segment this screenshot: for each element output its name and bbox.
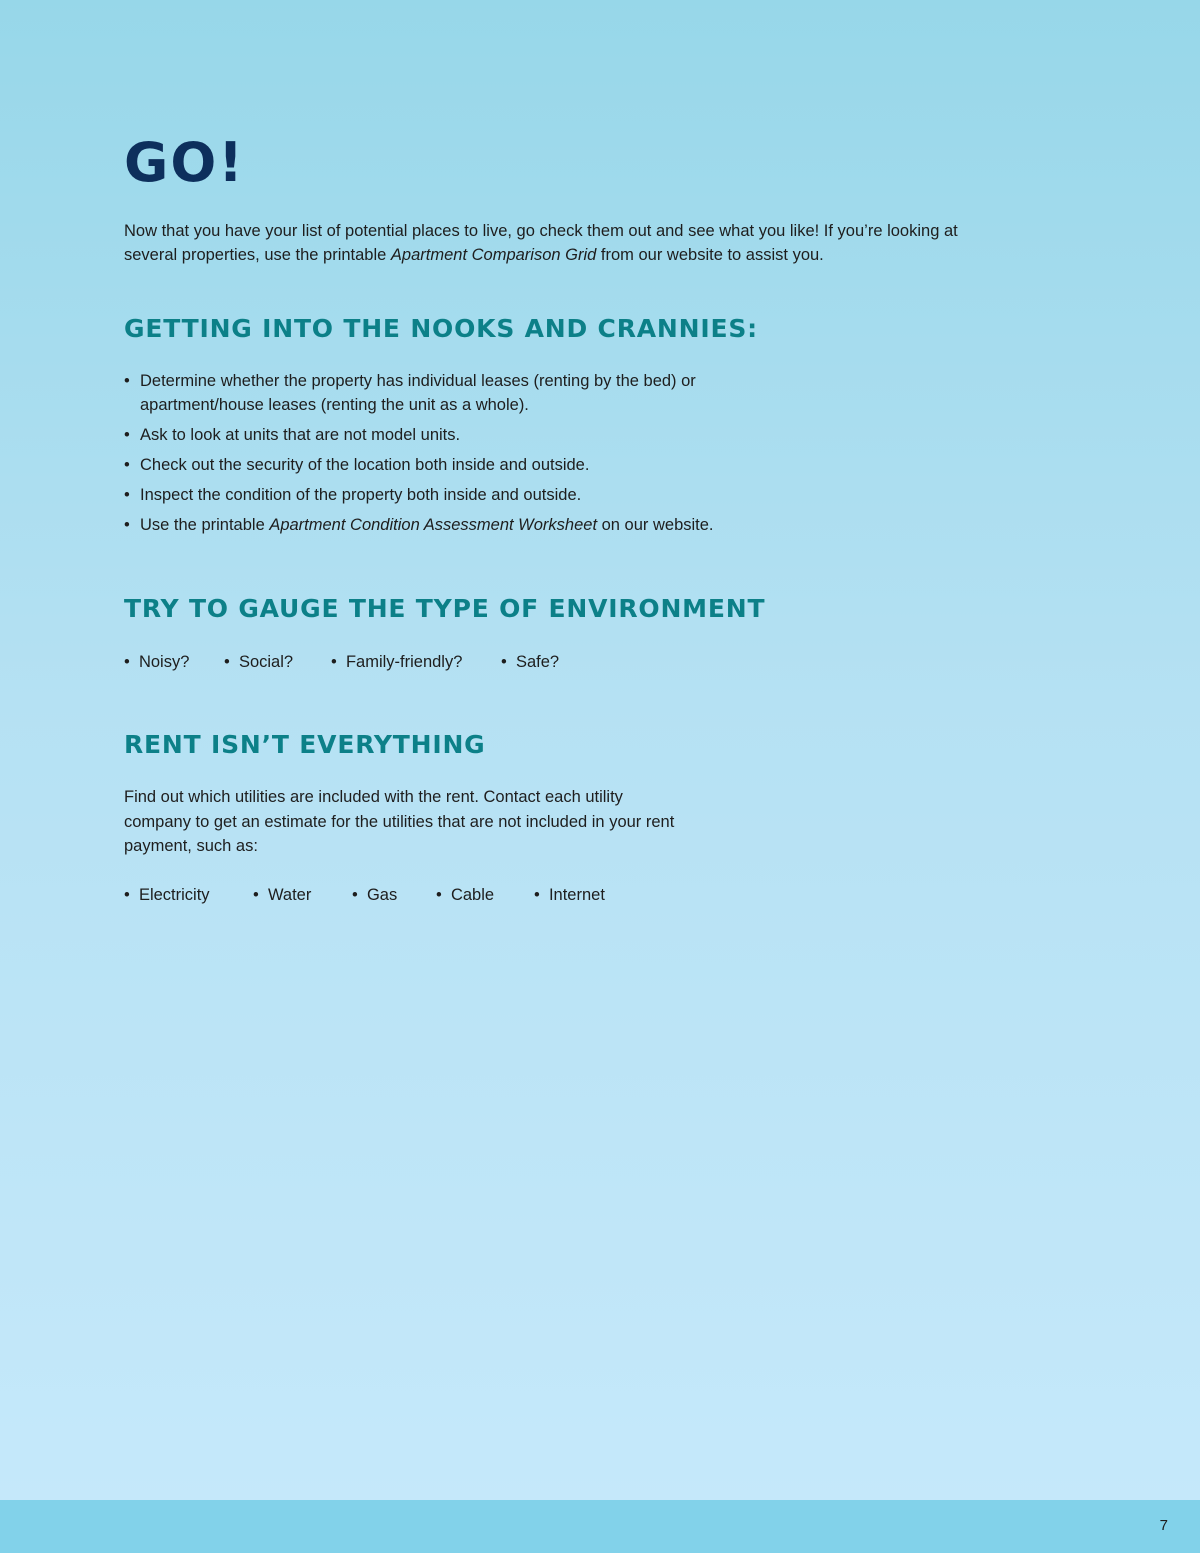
list-item-text: Safe? [515,653,560,671]
list-item [352,883,397,907]
list-item-text: Noisy? [138,653,190,671]
list-item [124,369,744,417]
list-item [124,883,210,907]
list-item [501,650,559,674]
nooks-list [124,369,744,543]
bullet-icon: • [124,372,130,390]
page-title: GO! [124,131,245,194]
list-item-text: Social? [238,653,294,671]
rent-heading: RENT ISN’T EVERYTHING [124,730,486,759]
intro-paragraph [124,219,1004,267]
last-item-text-after: on our website. [597,516,714,534]
list-item [124,423,744,447]
bullet-icon: • [124,516,130,534]
list-item [224,650,293,674]
bullet-icon: • [124,456,130,474]
list-item [534,883,605,907]
intro-text-before: Now that you have your list of potential places to live, go check them out and see what you like! If you’re looking at several properties, use the printable [124,222,958,264]
list-item [124,650,189,674]
page-number: 7 [1159,1517,1168,1534]
list-item [124,513,744,537]
intro-emphasis: Apartment Comparison Grid [390,246,597,264]
last-item-emphasis: Apartment Condition Assessment Worksheet [269,516,598,534]
bullet-icon: • [436,886,442,904]
footer-band [0,1500,1200,1553]
last-item-text-before: Use the printable [140,516,270,534]
bullet-icon: • [534,886,540,904]
list-item-text: Internet [548,886,605,904]
bullet-icon: • [501,653,507,671]
bullet-icon: • [352,886,358,904]
list-item-text: Check out the security of the location both inside and outside. [140,456,590,474]
bullet-icon: • [331,653,337,671]
list-item-text: Family-friendly? [345,653,463,671]
list-item-text: Inspect the condition of the property both inside and outside. [140,486,582,504]
list-item-text: Determine whether the property has individual leases (renting by the bed) or apartment/house leases (renting the unit as a whole). [140,372,696,414]
list-item-text: Ask to look at units that are not model units. [140,426,461,444]
list-item [331,650,462,674]
bullet-icon: • [124,426,130,444]
bullet-icon: • [124,653,130,671]
list-item-text: Cable [450,886,495,904]
list-item [436,883,494,907]
environment-heading: TRY TO GAUGE THE TYPE OF ENVIRONMENT [124,594,766,623]
list-item [253,883,311,907]
list-item [124,453,744,477]
list-item-text: Water [267,886,312,904]
list-item-text: Electricity [138,886,210,904]
bullet-icon: • [253,886,259,904]
bullet-icon: • [124,486,130,504]
list-item [124,483,744,507]
bullet-icon: • [224,653,230,671]
rent-paragraph: Find out which utilities are included with the rent. Contact each utility company to get an estimate for the utilities that are not included in your rent payment, such as: [124,788,675,855]
list-item-text: Gas [366,886,398,904]
intro-text-after: from our website to assist you. [596,246,824,264]
bullet-icon: • [124,886,130,904]
nooks-heading: GETTING INTO THE NOOKS AND CRANNIES: [124,314,758,343]
